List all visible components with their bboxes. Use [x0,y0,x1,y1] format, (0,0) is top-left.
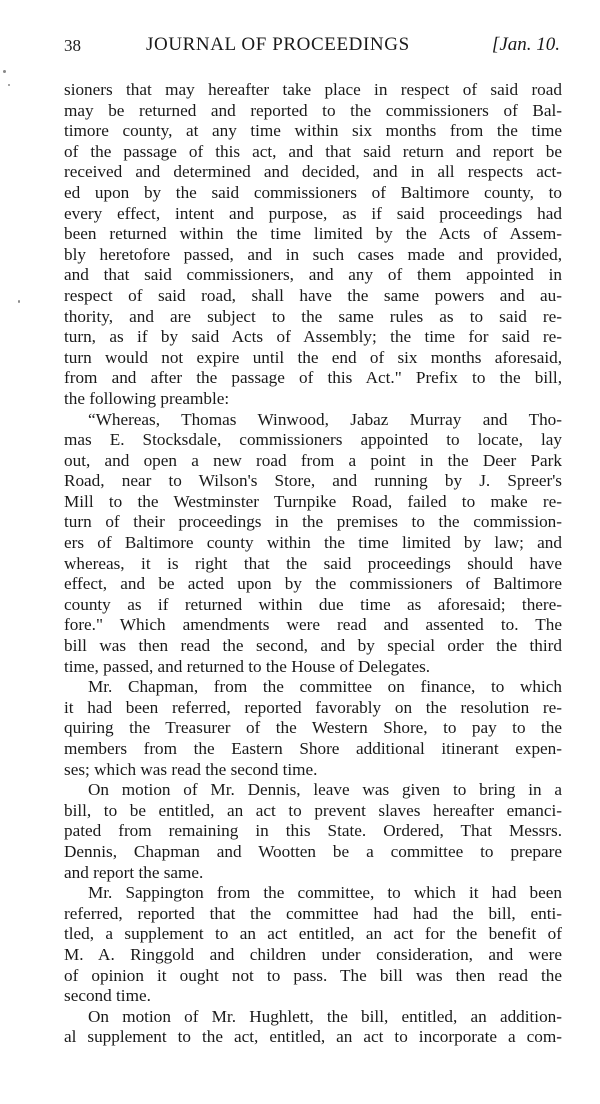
text-line: received and determined and decided, and in all respects act- [64,162,562,182]
text-line: quiring the Treasurer of the Western Shore, to pay to the [64,718,562,738]
text-line: bill, to be entitled, an act to prevent slaves hereafter emanci- [64,800,562,820]
text-line: been returned within the time limited by the Acts of Assem- [64,224,562,244]
text-line: referred, reported that the committee had had the bill, enti- [64,903,562,923]
text-line: the following preamble: [64,388,230,408]
text-line: timore county, at any time within six months from the time [64,121,562,141]
text-line: from and after the passage of this Act." Prefix to the bill, [64,368,562,388]
text-line: turn would not expire until the end of six months aforesaid, [64,347,562,367]
paragraph [64,80,562,410]
text-line: may be returned and reported to the commissioners of Bal- [64,100,562,120]
paragraph [64,1007,562,1048]
text-line: On motion of Mr. Hughlett, the bill, entitled, an addition- [88,1006,562,1026]
text-line: whereas, it is right that the said proceedings should have [64,553,562,573]
text-line: of opinion it ought not to pass. The bill was then read the [64,965,562,985]
text-line: bill was then read the second, and by special order the third [64,636,562,656]
text-line: and report the same. [64,862,204,882]
text-line: and that said commissioners, and any of them appointed in [64,265,562,285]
paragraph [64,410,562,678]
running-title: JOURNAL OF PROCEEDINGS [146,34,410,55]
text-line: county as if returned within due time as aforesaid; there- [64,594,562,614]
paragraph [64,780,562,883]
text-line: Dennis, Chapman and Wootten be a committee to prepare [64,841,562,861]
text-line: pated from remaining in this State. Ordered, That Messrs. [64,821,562,841]
text-line: members from the Eastern Shore additional itinerant expen- [64,739,562,758]
text-line: tled, a supplement to an act entitled, an act for the benefit of [64,924,562,944]
scan-speck [8,84,10,86]
text-line: thority, and are subject to the same rules as to said re- [64,306,562,326]
text-line: ses; which was read the second time. [64,759,318,779]
text-line: M. A. Ringgold and children under consideration, and were [64,944,562,964]
text-line: effect, and be acted upon by the commissioners of Baltimore [64,574,562,594]
text-line: ers of Baltimore county within the time limited by law; and [64,533,562,553]
text-line: sioners that may hereafter take place in respect of said road [64,80,562,99]
text-line: On motion of Mr. Dennis, leave was given to bring in a [88,780,562,800]
paragraph [64,883,562,1007]
text-line: ed upon by the said commissioners of Baltimore county, to [64,182,562,202]
text-line: Mr. Chapman, from the committee on finance, to which [88,677,562,697]
page-body [64,80,562,1048]
paragraph [64,677,562,780]
text-line: Mr. Sappington from the committee, to which it had been [88,883,562,903]
text-line: it had been referred, reported favorably on the resolution re- [64,697,562,717]
running-date [492,34,560,56]
text-line: turn, as if by said Acts of Assembly; the time for said re- [64,327,562,347]
text-line: fore." Which amendments were read and assented to. The [64,615,562,635]
text-line: time, passed, and returned to the House of Delegates. [64,656,431,676]
date-text: [Jan. 10. [491,34,560,55]
text-line: second time. [64,986,151,1006]
scan-speck [3,70,6,73]
text-line: al supplement to the act, entitled, an act to incorporate a com- [64,1027,562,1047]
text-line: bly heretofore passed, and in such cases made and provided, [64,244,562,264]
text-line: of the passage of this act, and that said return and report be [64,141,562,161]
text-line: Mill to the Westminster Turnpike Road, failed to make re- [64,491,562,511]
text-line: respect of said road, shall have the same powers and au- [64,285,562,305]
text-line: every effect, intent and purpose, as if said proceedings had [64,203,562,223]
page-number: 38 [64,36,81,55]
page-header [64,34,560,60]
text-line: mas E. Stocksdale, commissioners appointed to locate, lay [64,430,562,450]
text-line: turn of their proceedings in the premises to the commission- [64,512,562,532]
text-line: “Whereas, Thomas Winwood, Jabaz Murray and Tho- [88,409,562,429]
text-line: Road, near to Wilson's Store, and running by J. Spreer's [64,471,562,491]
text-line: out, and open a new road from a point in the Deer Park [64,450,562,470]
scan-speck [18,300,20,303]
